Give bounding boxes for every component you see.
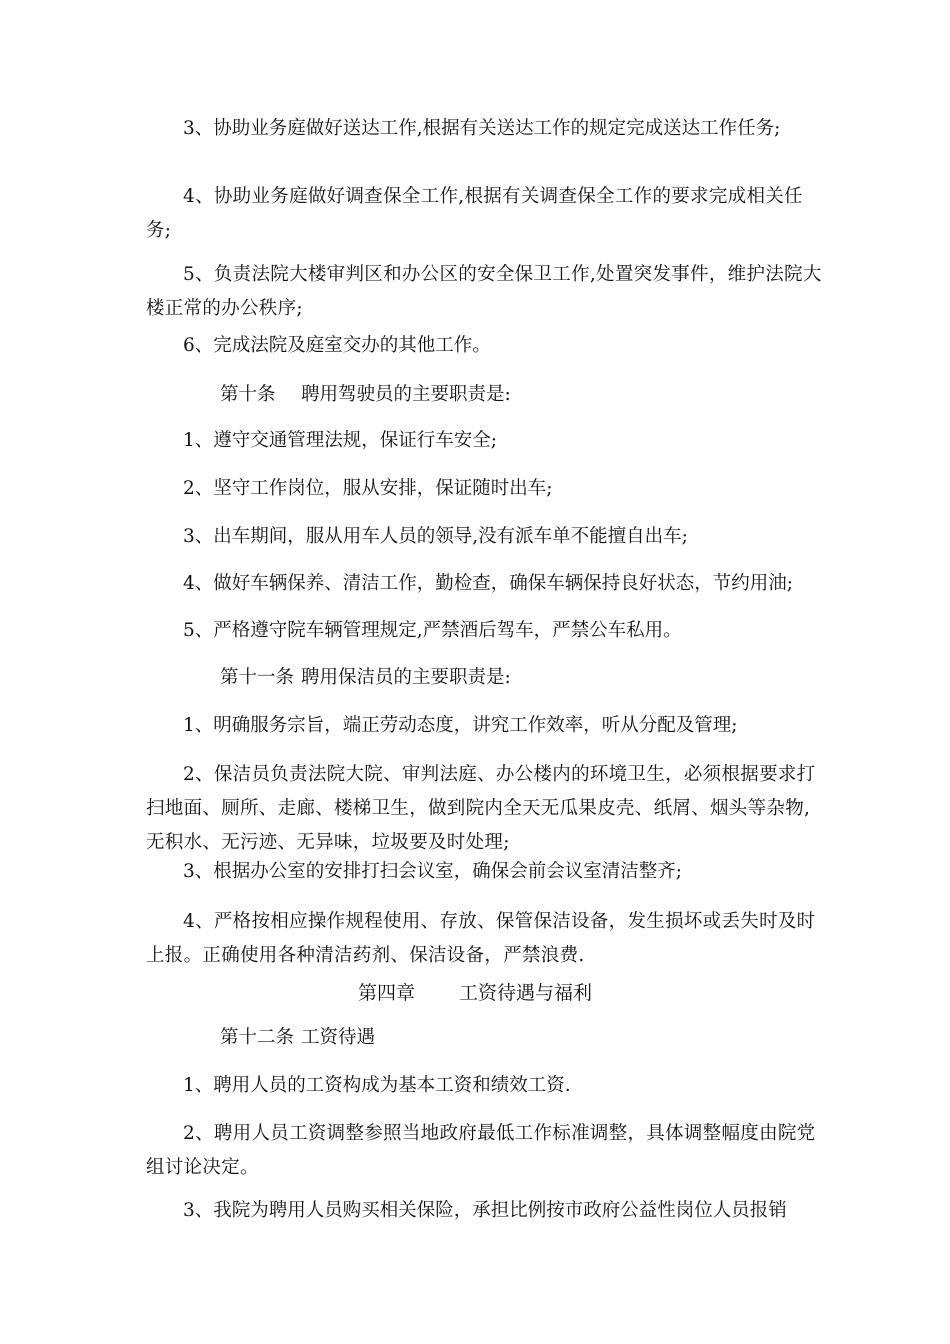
- paragraph-salary-3: 3、我院为聘用人员购买相关保险，承担比例按市政府公益性岗位人员报销: [183, 1200, 787, 1221]
- paragraph-driver-2: 2、坚守工作岗位，服从安排，保证随时出车;: [183, 478, 553, 499]
- paragraph-driver-1: 1、遵守交通管理法规，保证行车安全;: [183, 430, 498, 451]
- paragraph-duty-6: 6、完成法院及庭室交办的其他工作。: [183, 335, 491, 356]
- paragraph-cleaner-3: 3、根据办公室的安排打扫会议室，确保会前会议室清洁整齐;: [183, 861, 683, 882]
- paragraph-driver-3: 3、出车期间，服从用车人员的领导,没有派车单不能擅自出车;: [183, 526, 688, 547]
- chapter-number: 第四章: [357, 982, 415, 1004]
- article-12-heading: [146, 1021, 826, 1055]
- paragraph-duty-3: 3、协助业务庭做好送达工作,根据有关送达工作的规定完成送达工作任务;: [183, 118, 781, 139]
- paragraph-salary-1: 1、聘用人员的工资构成为基本工资和绩效工资.: [183, 1075, 571, 1096]
- article-11-heading: [146, 661, 826, 695]
- paragraph-cleaner-4: 4、严格按相应操作规程使用、存放、保管保洁设备，发生损坏或丢失时及时上报。正确使用各种清洁药剂、保洁设备，严禁浪费.: [146, 911, 816, 966]
- article-10-heading: [146, 378, 826, 412]
- paragraph-driver-4: 4、做好车辆保养、清洁工作，勤检查，确保车辆保持良好状态，节约用油;: [183, 573, 794, 594]
- paragraph-cleaner-2: 2、保洁员负责法院大院、审判法庭、办公楼内的环境卫生，必须根据要求打扫地面、厕所、走廊、楼梯卫生，做到院内全天无瓜果皮壳、纸屑、烟头等杂物,无积水、无污迹、无异味，垃圾要及时处理;: [146, 764, 816, 853]
- article-11-title: 聘用保洁员的主要职责是:: [301, 667, 511, 688]
- paragraph-cleaner-1: 1、明确服务宗旨，端正劳动态度，讲究工作效率，听从分配及管理;: [183, 715, 738, 736]
- article-10-number: 第十条: [220, 384, 276, 405]
- article-10-title: 聘用驾驶员的主要职责是:: [301, 384, 511, 405]
- paragraph-duty-4: 4、协助业务庭做好调查保全工作,根据有关调查保全工作的要求完成相关任务;: [146, 186, 803, 241]
- article-12-number: 第十二条: [220, 1027, 295, 1048]
- article-11-number: 第十一条: [220, 667, 295, 688]
- paragraph-driver-5: 5、严格遵守院车辆管理规定,严禁酒后驾车，严禁公车私用。: [183, 620, 682, 641]
- paragraph-salary-2: 2、聘用人员工资调整参照当地政府最低工作标准调整，具体调整幅度由院党组讨论决定。: [146, 1123, 816, 1178]
- chapter-title: 工资待遇与福利: [459, 982, 593, 1004]
- chapter-heading: [0, 976, 950, 1010]
- paragraph-duty-5: 5、负责法院大楼审判区和办公区的安全保卫工作,处置突发事件，维护法院大楼正常的办公秩序;: [146, 264, 822, 319]
- article-12-title: 工资待遇: [301, 1027, 376, 1048]
